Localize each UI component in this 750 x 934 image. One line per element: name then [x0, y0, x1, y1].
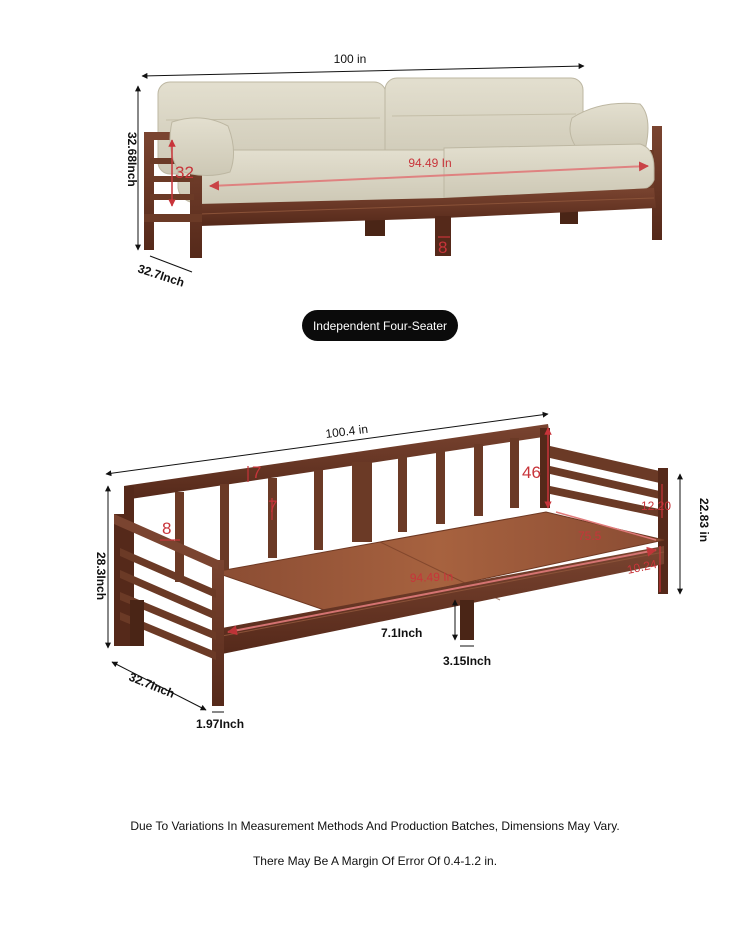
frame-seat-width-label: 94.49 In	[409, 569, 454, 585]
margin-of-error-note: There May Be A Margin Of Error Of 0.4-1.2 in.	[252, 854, 498, 868]
top-seat-width-label: 94.49 In	[408, 156, 452, 170]
top-width-label: 100 in	[333, 52, 367, 66]
width-dimension-line	[142, 66, 584, 76]
sofa-wooden-frame	[114, 421, 668, 706]
frame-width-label: 100.4 in	[324, 421, 369, 441]
seat-depth-label: 75.5	[578, 529, 602, 543]
back-height-label: 46	[522, 463, 541, 482]
top-seat-height-label: 32	[175, 163, 194, 182]
frame-post-width-label: 1.97Inch	[196, 717, 245, 731]
top-depth-label: 32.7Inch	[136, 261, 187, 290]
measurement-disclaimer: Due To Variations In Measurement Methods And Production Batches, Dimensions May Vary.	[130, 819, 620, 833]
side-height-label: 22.83 in	[697, 498, 711, 543]
frame-depth-label: 32.7Inch	[126, 669, 177, 701]
arm-width-label: 10.24	[625, 556, 658, 577]
top-rail-label: 7	[252, 463, 262, 482]
top-height-label: 32.68Inch	[125, 132, 139, 187]
frame-height-label: 28.3Inch	[94, 552, 108, 601]
arm-rail-label: 8	[162, 519, 172, 538]
top-leg-height-label: 8	[438, 238, 448, 257]
arm-rail-height-label: 12.20	[641, 499, 672, 513]
frame-leg-width-label: 3.15Inch	[443, 654, 492, 668]
slat-gap-label: 7	[268, 497, 278, 516]
independent-four-seater-badge: Independent Four-Seater	[302, 310, 458, 341]
frame-leg-height-label: 7.1Inch	[381, 626, 423, 640]
